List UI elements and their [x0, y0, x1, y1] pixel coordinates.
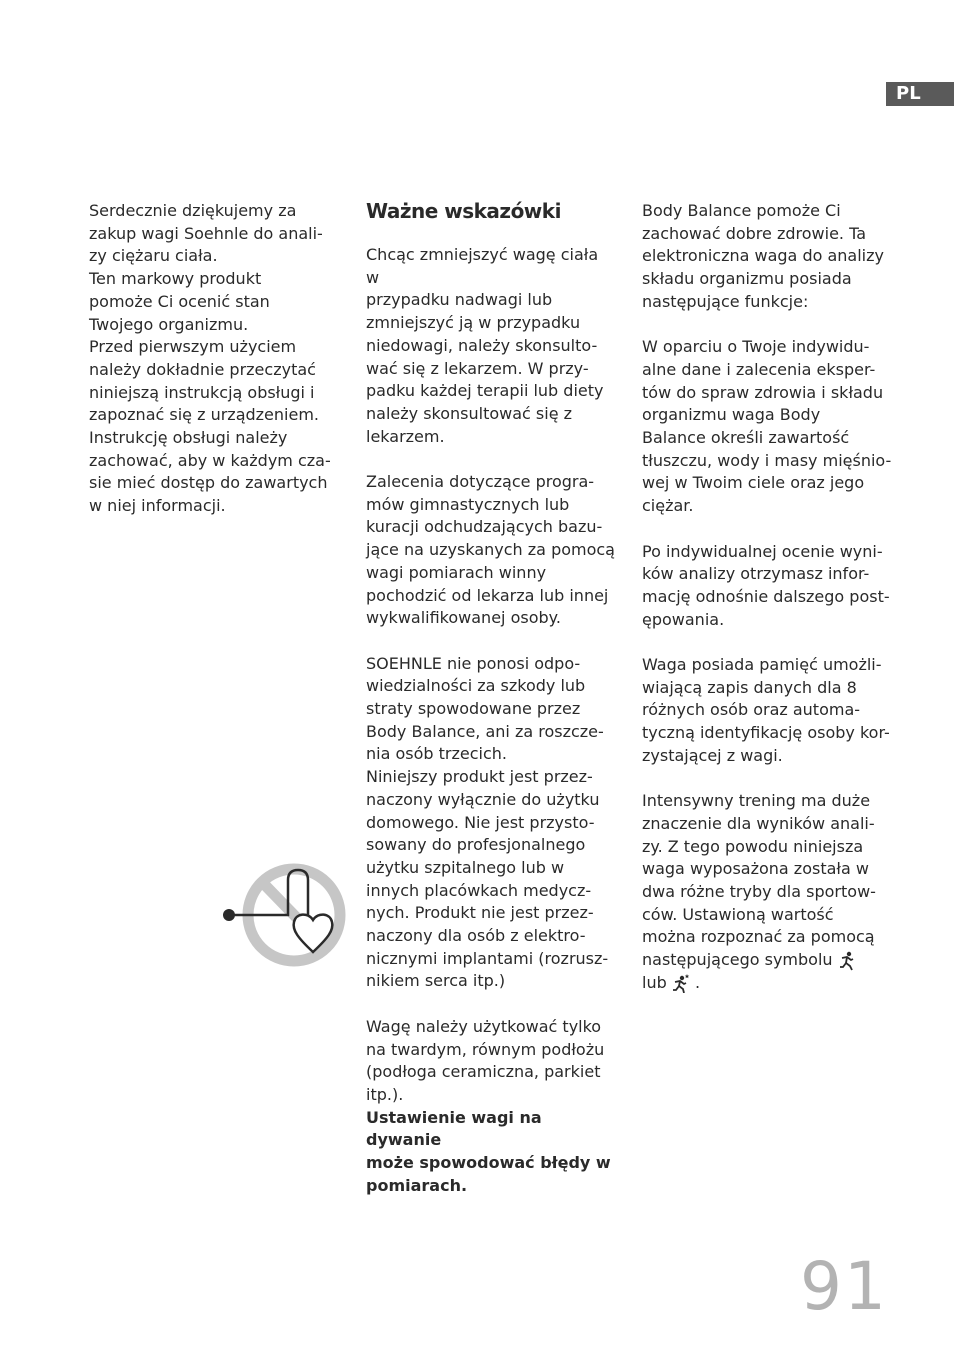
athlete-star-icon [672, 973, 690, 993]
features-intro-paragraph: Body Balance pomoże Ci zachować dobre zdrowie. Ta elektroniczna waga do analizy składu organizmu posiada następujące funkcje: [642, 201, 884, 311]
athlete-running-icon [838, 951, 856, 971]
analysis-paragraph: W oparciu o Twoje indywidu- alne dane i zalecenia eksper- tów do spraw zdrowia i składu organizmu waga Body Balance określi zawartość tłuszczu, wody i masy mięśnio- wej w Twoim ciele oraz jego ciężar. [642, 337, 892, 516]
language-tab: PL [886, 82, 954, 106]
features-column [642, 200, 892, 995]
intro-column [89, 200, 339, 518]
evaluation-paragraph: Po indywidualnej ocenie wyni- ków analizy otrzymasz infor- mację odnośnie dalszego post- ępowania. [642, 541, 890, 629]
section-heading: Ważne wskazówki [366, 199, 561, 223]
important-notes-column [366, 200, 616, 1197]
exercise-advice-paragraph: Zalecenia dotyczące progra- mów gimnastycznych lub kuracji odchudzających bazu- jące na uzyskanych za pomocą wagi pomiarach winny pochodzić od lekarza lub innej wykwalifikowanej osoby. [366, 472, 615, 628]
weight-advice-paragraph: Chcąc zmniejszyć wagę ciała w przypadku nadwagi lub zmniejszyć ją w przypadku niedowagi, należy skonsulto- wać się z lekarzem. W przy- padku każdej terapii lub diety należy skonsultować się z lekarzem. [366, 245, 604, 446]
page-number: 91 [800, 1248, 888, 1325]
carpet-warning: Ustawienie wagi na dywanie [366, 1107, 542, 1150]
liability-paragraph: SOEHNLE nie ponosi odpo- wiedzialności za szkody lub straty spowodowane przez Body Balance, ani za roszcze- nia osób trzecich. Niniejszy produkt jest przez- naczony wyłącznie do użytku domowego. Nie jest przysto- sowany do profesjonalnego użytku szpitalnego lub w innych placówkach medycz- nych. Produkt nie jest przez- naczony dla osób z elektro- nicznymi implantami (rozrusz- nikiem serca itp.) [366, 653, 609, 991]
intro-paragraph: Serdecznie dziękujemy za zakup wagi Soehnle do anali- zy ciężaru ciała. Ten markowy produkt pomoże Ci ocenić stan Twojego organizmu. Przed pierwszym użyciem należy dokładnie przeczytać niniejszą instrukcją obsługi i zapoznać się z urządzeniem. Instrukcję obsługi należy zachować, aby w każdym cza- sie mieć dostęp do zawartych w niej informacji. [89, 201, 331, 516]
no-pacemaker-icon [218, 858, 350, 972]
surface-paragraph: Wagę należy użytkować tylko na twardym, równym podłożu (podłoga ceramiczna, parkiet itp.). Ustawienie wagi na dywanie może spowodować błędy w pomiarach. [366, 1016, 611, 1195]
memory-paragraph: Waga posiada pamięć umożli- wiającą zapis danych dla 8 różnych osób oraz automa- tyczną identyfikację osoby kor- zystającej z wagi. [642, 655, 890, 765]
athlete-mode-paragraph: Intensywny trening ma duże znaczenie dla wyników anali- zy. Z tego powodu niniejsza waga wyposażona została w dwa różne tryby dla sportow- ców. Ustawioną wartość można rozpoznać za pomocą następującego symbolu lub . [642, 791, 876, 992]
